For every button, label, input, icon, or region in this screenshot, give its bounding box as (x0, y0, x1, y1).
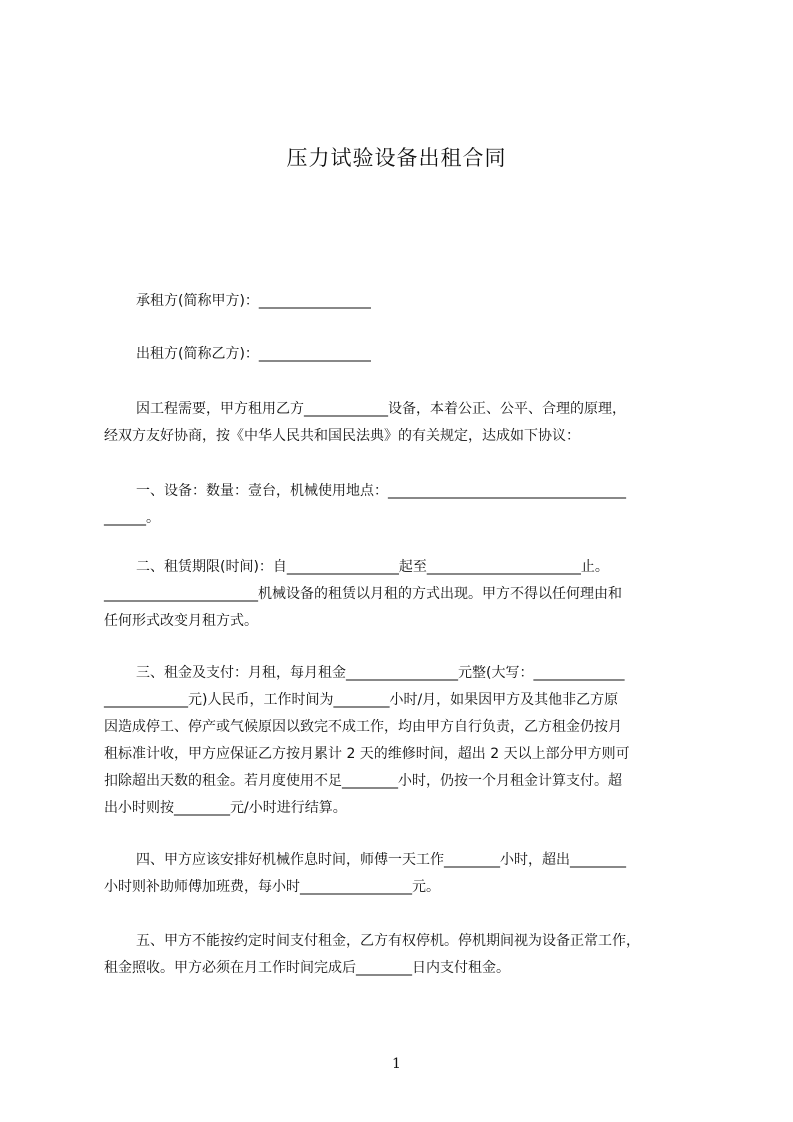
clause-5-line-2: 租金照收。甲方必须在月工作时间完成后________日内支付租金。 (104, 960, 510, 976)
document-title: 压力试验设备出租合同 (286, 146, 507, 170)
clause-3-line-2: ____________元)人民币，工作时间为________小时/月，如果因甲方及其他非乙方原 (104, 692, 619, 708)
clause-1-line-2: ______。 (104, 510, 160, 526)
clause-3-line-5: 扣除超出天数的租金。若月度使用不足________小时，仍按一个月租金计算支付。超 (104, 773, 622, 789)
clause-5-line-1: 五、甲方不能按约定时间支付租金，乙方有权停机。停机期间视为设备正常工作， (136, 933, 640, 949)
clause-2-line-2: ______________________机械设备的租赁以月租的方式出现。甲方不得以任何理由和 (104, 586, 622, 602)
clause-3-line-3: 因造成停工、停产或气候原因以致完不成工作，均由甲方自行负责，乙方租金仍按月 (104, 719, 622, 735)
preamble-line-2: 经双方友好协商，按《中华人民共和国民法典》的有关规定，达成如下协议： (104, 428, 580, 444)
clause-3-line-1: 三、租金及支付：月租，每月租金________________元整(大写：_____________ (136, 665, 625, 681)
lessor-line: 出租方(简称乙方)：________________ (136, 346, 371, 362)
clause-2-line-3: 任何形式改变月租方式。 (104, 613, 258, 629)
clause-3-line-6: 出小时则按________元/小时进行结算。 (104, 800, 347, 816)
lessee-line: 承租方(简称甲方)：________________ (136, 293, 371, 309)
clause-2-line-1: 二、租赁期限(时间)：自________________起至______________________止。 (136, 559, 609, 575)
preamble-line-1: 因工程需要，甲方租用乙方____________设备，本着公正、公平、合理的原理， (136, 401, 626, 417)
clause-4-line-2: 小时则补助师傅加班费，每小时________________元。 (104, 879, 440, 895)
clause-4-line-1: 四、甲方应该安排好机械作息时间，师傅一天工作________小时，超出________ (136, 852, 626, 868)
clause-1-line-1: 一、设备：数量：壹台，机械使用地点：__________________________________ (136, 483, 626, 499)
page-number: 1 (392, 1056, 401, 1072)
clause-3-line-4: 租标准计收，甲方应保证乙方按月累计 2 天的维修时间，超出 2 天以上部分甲方则可 (104, 746, 630, 762)
